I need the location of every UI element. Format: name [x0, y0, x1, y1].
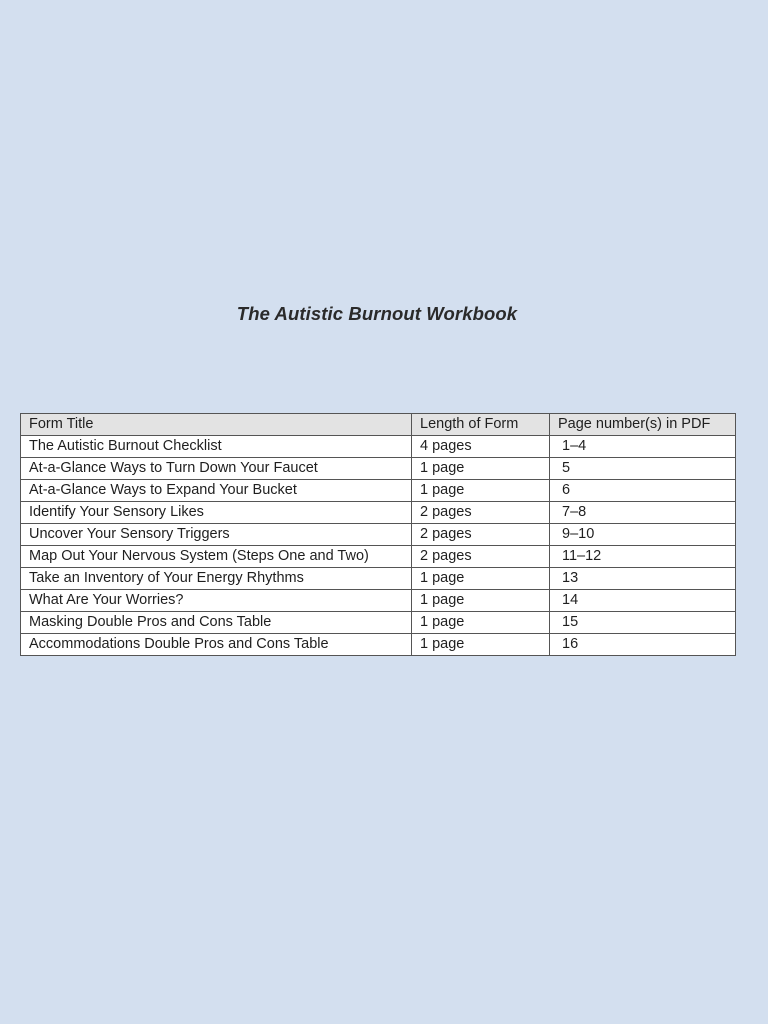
form-title-cell: Map Out Your Nervous System (Steps One and Two) [21, 546, 412, 568]
table-row [21, 612, 736, 634]
table-row [21, 480, 736, 502]
form-title-cell: The Autistic Burnout Checklist [21, 436, 412, 458]
form-length-cell: 2 pages [412, 546, 550, 568]
form-title-cell: At-a-Glance Ways to Turn Down Your Faucet [21, 458, 412, 480]
table-row [21, 502, 736, 524]
page-number-cell: 5 [550, 458, 736, 480]
form-title-cell: Masking Double Pros and Cons Table [21, 612, 412, 634]
form-title-cell: Uncover Your Sensory Triggers [21, 524, 412, 546]
form-length-cell: 1 page [412, 634, 550, 656]
column-header-form-title: Form Title [21, 414, 412, 436]
forms-table [20, 413, 736, 656]
form-title-cell: Identify Your Sensory Likes [21, 502, 412, 524]
table-row [21, 590, 736, 612]
table-header-row [21, 414, 736, 436]
page-number-cell: 6 [550, 480, 736, 502]
page-number-cell: 15 [550, 612, 736, 634]
form-length-cell: 1 page [412, 568, 550, 590]
page-number-cell: 14 [550, 590, 736, 612]
page-number-cell: 1–4 [550, 436, 736, 458]
form-title-cell: Take an Inventory of Your Energy Rhythms [21, 568, 412, 590]
page-number-cell: 16 [550, 634, 736, 656]
table-row [21, 634, 736, 656]
page-number-cell: 7–8 [550, 502, 736, 524]
form-length-cell: 1 page [412, 590, 550, 612]
form-length-cell: 2 pages [412, 502, 550, 524]
table-row [21, 458, 736, 480]
table-row [21, 546, 736, 568]
page-number-cell: 13 [550, 568, 736, 590]
table-row [21, 568, 736, 590]
form-length-cell: 1 page [412, 458, 550, 480]
document-title: The Autistic Burnout Workbook [236, 303, 518, 324]
form-length-cell: 4 pages [412, 436, 550, 458]
page-number-cell: 9–10 [550, 524, 736, 546]
form-length-cell: 2 pages [412, 524, 550, 546]
form-length-cell: 1 page [412, 612, 550, 634]
table-row [21, 524, 736, 546]
column-header-page-numbers: Page number(s) in PDF [550, 414, 736, 436]
table-row [21, 436, 736, 458]
page-number-cell: 11–12 [550, 546, 736, 568]
form-length-cell: 1 page [412, 480, 550, 502]
form-title-cell: What Are Your Worries? [21, 590, 412, 612]
form-title-cell: Accommodations Double Pros and Cons Table [21, 634, 412, 656]
column-header-length: Length of Form [412, 414, 550, 436]
form-title-cell: At-a-Glance Ways to Expand Your Bucket [21, 480, 412, 502]
